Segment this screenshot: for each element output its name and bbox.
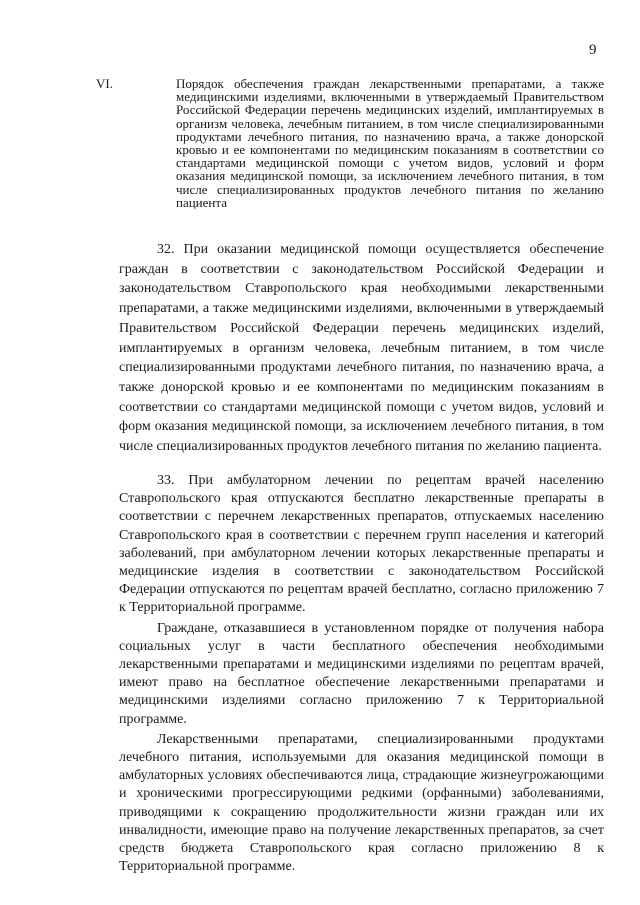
section-title: Порядок обеспечения граждан лекарственными препаратами, а также медицинскими изделиями, включенными в утверждаемый Правительством Российской Федерации перечень медицинских изделий, имплантируемых в организм человека, лечебным питанием, в том числе специализированными продуктами лечебного питания, по назначению врача, а также донорской кровью и ее компонентами по медицинским показаниям в соответствии со стандартами медицинской помощи с учетом видов, условий и форм оказания медицинской помощи, за исключением лечебного питания, в том числе специализированных продуктов лечебного питания по желанию пациента bbox=[176, 76, 604, 210]
section-heading bbox=[96, 76, 604, 210]
page-number: 9 bbox=[589, 42, 597, 58]
paragraph-32-block bbox=[119, 240, 604, 457]
paragraph-33: 33. При амбулаторном лечении по рецептам врачей населению Ставропольского края отпускаются бесплатно лекарственные препараты в соответствии с перечнем лекарственных препаратов, отпускаемых населению Ставропольского края в соответствии с перечнем групп населения и категорий заболеваний, при амбулаторном лечении которых лекарственные препараты и медицинские изделия в соответствии с законодательством Российской Федерации отпускаются по рецептам врачей бесплатно, согласно приложению 7 к Территориальной программе. bbox=[119, 473, 604, 616]
paragraph-33-orphan-diseases: Лекарственными препаратами, специализированными продуктами лечебного питания, используемыми для оказания медицинской помощи в амбулаторных условиях обеспечиваются лица, страдающие жизнеугрожающими и хроническими прогрессирующими редкими (орфанными) заболеваниями, приводящими к сокращению продолжительности жизни граждан или их инвалидности, имеющие право на получение лекарственных препаратов, за счет средств бюджета Ставропольского края согласно приложению 8 к Территориальной программе. bbox=[119, 731, 604, 875]
paragraph-33-block bbox=[119, 472, 604, 876]
paragraph-33-refused-set: Граждане, отказавшиеся в установленном порядке от получения набора социальных услуг в части бесплатного обеспечения необходимыми лекарственными препаратами и медицинскими изделиями по рецептам врачей, имеют право на бесплатное обеспечение лекарственными препаратами и медицинскими изделиями согласно приложению 7 к Территориальной программе. bbox=[119, 620, 604, 727]
section-roman-numeral: VI. bbox=[96, 76, 113, 91]
paragraph-32: 32. При оказании медицинской помощи осуществляется обеспечение граждан в соответствии с законодательством Российской Федерации и законодательством Ставропольского края необходимыми лекарственными препаратами, а также медицинскими изделиями, включенными в утверждаемый Правительством Российской Федерации перечень медицинских изделий, имплантируемых в организм человека, лечебным питанием, в том числе специализированными продуктами лечебного питания, по назначению врача, а также донорской кровью и ее компонентами по медицинским показаниям в соответствии со стандартами медицинской помощи с учетом видов, условий и форм оказания медицинской помощи, за исключением лечебного питания, в том числе специализированных продуктов лечебного питания по желанию пациента. bbox=[119, 242, 604, 455]
